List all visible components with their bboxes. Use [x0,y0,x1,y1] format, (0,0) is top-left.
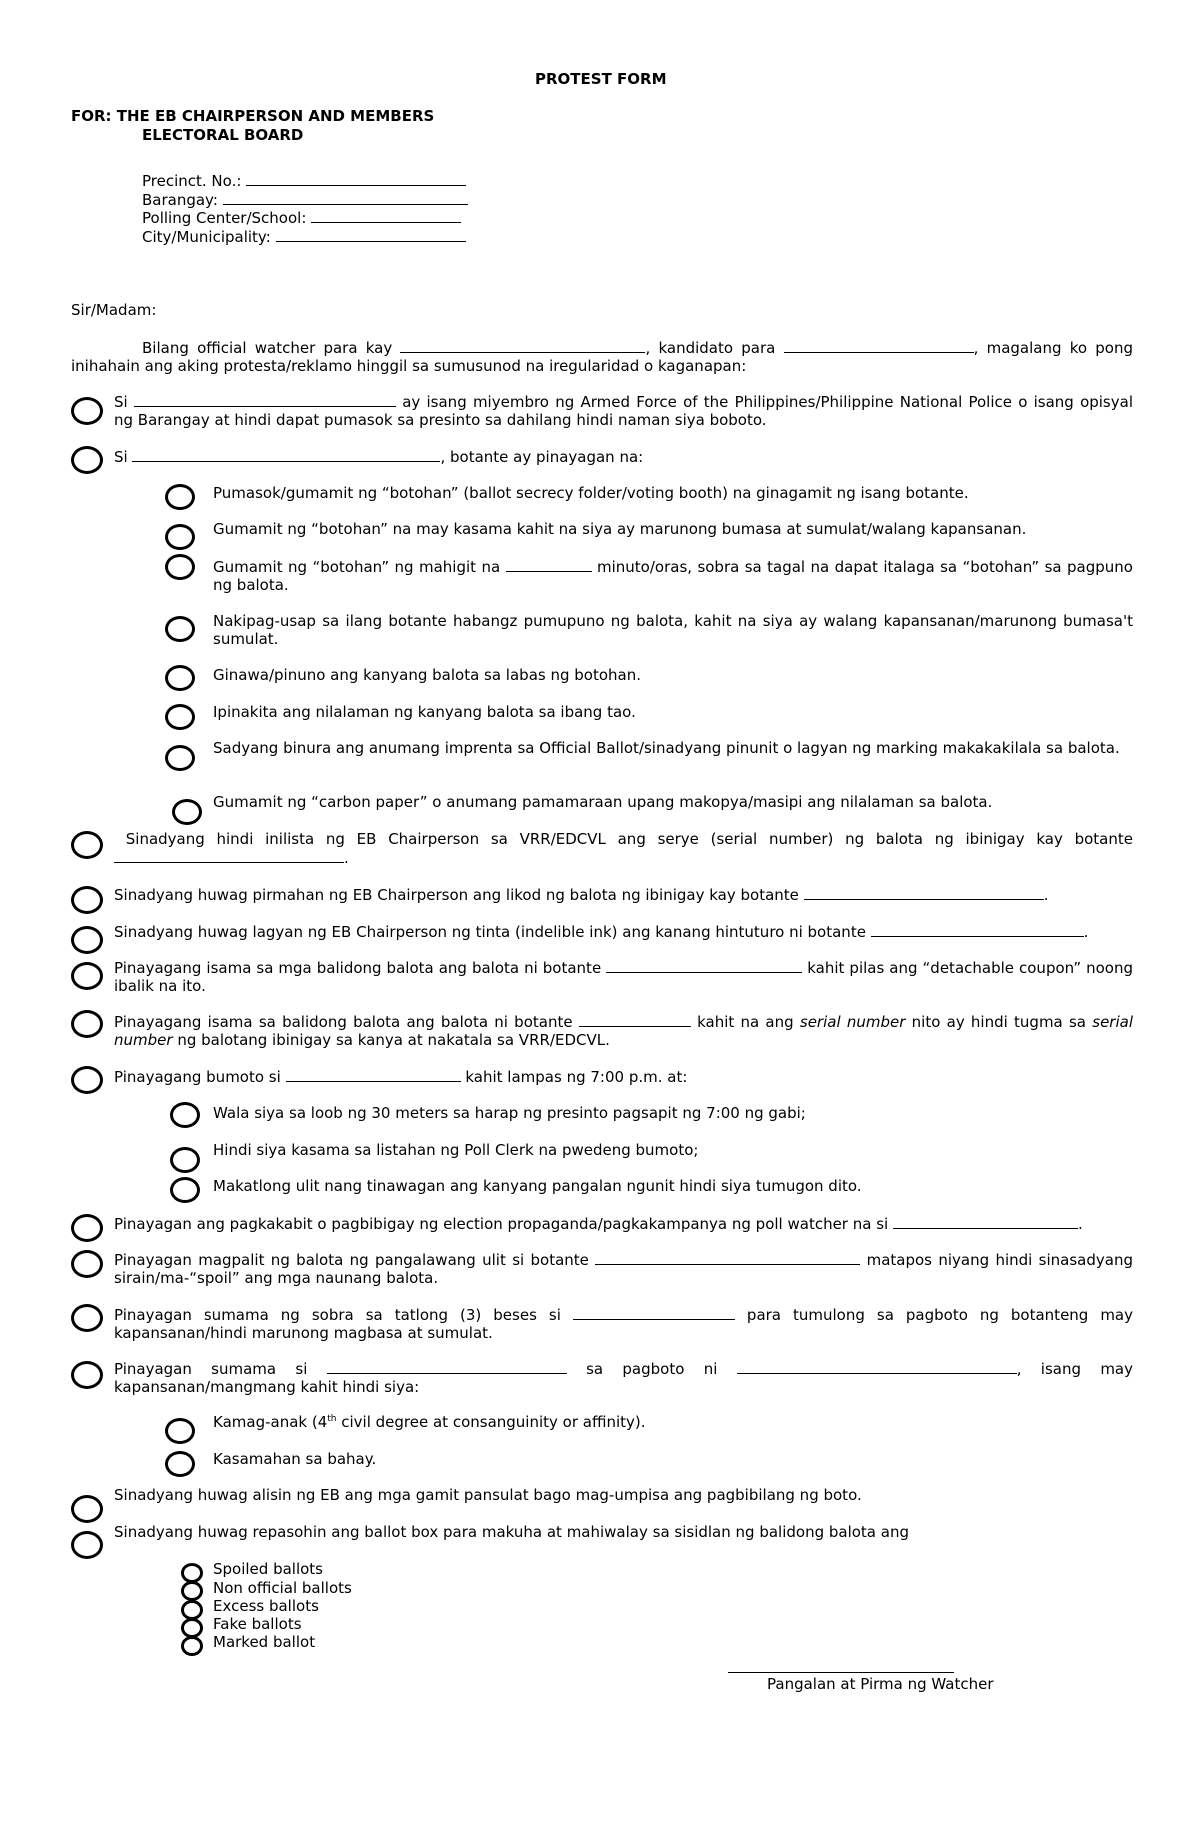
item-2-text: Si , botante ay pinayagan na: [114,448,644,466]
checkbox-circle[interactable] [71,1250,103,1278]
polling-center-field[interactable] [142,208,461,227]
item-6-text: Pinayagang isama sa mga balidong balota ang balota ni botante kahit pilas ang “detachable coupon” noong ibalik na ito. [114,959,1134,995]
item-10-text: Pinayagan magpalit ng balota ng pangalawang ulit si botante matapos niyang hindi sinasadyang sirain/ma-“spoil” ang mga naunang balota. [114,1251,1133,1287]
checkbox-circle[interactable] [181,1581,203,1601]
checkbox-circle[interactable] [165,1418,195,1444]
ballot-type-4: Fake ballots [213,1615,302,1633]
item-8-text: Pinayagang bumoto si kahit lampas ng 7:00 p.m. at: [114,1068,688,1086]
page-title: PROTEST FORM [535,70,667,88]
item-8-sub-1: Wala siya sa loob ng 30 meters sa harap ng presinto pagsapit ng 7:00 ng gabi; [213,1104,806,1122]
barangay-field[interactable] [142,190,468,209]
checkbox-circle[interactable] [181,1636,203,1656]
addressee-line-2: ELECTORAL BOARD [142,126,304,144]
checkbox-circle[interactable] [165,616,195,642]
checkbox-circle[interactable] [172,799,202,825]
checkbox-circle[interactable] [165,524,195,550]
item-2-sub-7: Sadyang binura ang anumang imprenta sa Official Ballot/sinadyang pinunit o lagyan ng marking makakakilala sa balota. [213,739,1120,757]
barangay-label: Barangay: [142,191,218,209]
item-3-text: Sinadyang hindi inilista ng EB Chairperson sa VRR/EDCVL ang serye (serial number) ng balota ng ibinigay kay botante . [114,830,1133,867]
checkbox-circle[interactable] [170,1102,200,1128]
item-8-sub-3: Makatlong ulit nang tinawagan ang kanyang pangalan ngunit hindi siya tumugon dito. [213,1177,862,1195]
checkbox-circle[interactable] [165,745,195,771]
item-2-sub-1: Pumasok/gumamit ng “botohan” (ballot secrecy folder/voting booth) na ginagamit ng isang botante. [213,484,969,502]
item-2-sub-2: Gumamit ng “botohan” na may kasama kahit na siya ay marunong bumasa at sumulat/walang kapansanan. [213,520,1027,538]
checkbox-circle[interactable] [71,1531,103,1559]
checkbox-circle[interactable] [165,1451,195,1477]
signature-line[interactable] [728,1672,954,1673]
candidate-name-blank[interactable] [400,338,645,353]
checkbox-circle[interactable] [165,704,195,730]
ballot-type-1: Spoiled ballots [213,1560,323,1578]
checkbox-circle[interactable] [71,1214,103,1242]
addressee-line-1: FOR: THE EB CHAIRPERSON AND MEMBERS [71,107,435,125]
checkbox-circle[interactable] [71,926,103,954]
item-12-sub-2: Kasamahan sa bahay. [213,1450,377,1468]
checkbox-circle[interactable] [71,962,103,990]
checkbox-circle[interactable] [71,446,103,474]
item-1-text: Si ay isang miyembro ng Armed Force of the Philippines/Philippine National Police o isang opisyal ng Barangay at hindi dapat pumasok sa presinto sa dahilang hindi naman siya boboto. [114,393,1133,429]
checkbox-circle[interactable] [181,1600,203,1620]
checkbox-circle[interactable] [71,1304,103,1332]
polling-center-label: Polling Center/School: [142,209,307,227]
checkbox-circle[interactable] [170,1177,200,1203]
item-5-text: Sinadyang huwag lagyan ng EB Chairperson ng tinta (indelible ink) ang kanang hintuturo ni botante . [114,923,1089,941]
checkbox-circle[interactable] [165,484,195,510]
item-12-text: Pinayagan sumama si sa pagboto ni , isang may kapansanan/mangmang kahit hindi siya: [114,1360,1133,1396]
precinct-label: Precinct. No.: [142,172,242,190]
checkbox-circle[interactable] [71,397,103,425]
precinct-field[interactable] [142,171,466,190]
item-8-sub-2: Hindi siya kasama sa listahan ng Poll Clerk na pwedeng bumoto; [213,1141,699,1159]
item-2-sub-8: Gumamit ng “carbon paper” o anumang pamamaraan upang makopya/masipi ang nilalaman sa balota. [213,793,993,811]
checkbox-circle[interactable] [181,1618,203,1638]
checkbox-circle[interactable] [71,1361,103,1389]
checkbox-circle[interactable] [71,831,103,859]
item-2-sub-4: Nakipag-usap sa ilang botante habangz pumupuno ng balota, kahit na siya ay walang kapansanan/marunong bumasa't sumulat. [213,612,1133,648]
checkbox-circle[interactable] [71,1066,103,1094]
city-field[interactable] [142,227,466,246]
ballot-type-3: Excess ballots [213,1597,319,1615]
item-11-text: Pinayagan sumama ng sobra sa tatlong (3) beses si para tumulong sa pagboto ng botanteng may kapansanan/hindi marunong magbasa at sumulat. [114,1306,1134,1342]
item-14-text: Sinadyang huwag repasohin ang ballot box para makuha at mahiwalay sa sisidlan ng balidong balota ang [114,1523,909,1541]
checkbox-circle[interactable] [71,1495,103,1523]
item-9-text: Pinayagan ang pagkakabit o pagbibigay ng election propaganda/pagkakampanya ng poll watcher na si . [114,1215,1083,1233]
item-2-sub-3: Gumamit ng “botohan” ng mahigit na minuto/oras, sobra sa tagal na dapat italaga sa “botohan” sa pagpuno ng balota. [213,558,1133,594]
checkbox-circle[interactable] [165,554,195,580]
ballot-type-2: Non official ballots [213,1579,352,1597]
item-7-text: Pinayagang isama sa balidong balota ang balota ni botante kahit na ang serial number nito ay hindi tugma sa serial number ng balotang ibinigay sa kanya at nakatala sa VRR/EDCVL. [114,1013,1133,1049]
checkbox-circle[interactable] [170,1147,200,1173]
checkbox-circle[interactable] [71,1010,103,1038]
intro-paragraph: Bilang official watcher para kay , kandidato para , magalang ko pong inihahain ang aking protesta/reklamo hinggil sa sumusunod na iregularidad o kaganapan: [71,339,1133,375]
checkbox-circle[interactable] [181,1563,203,1583]
checkbox-circle[interactable] [165,665,195,691]
ballot-type-5: Marked ballot [213,1633,316,1651]
signature-label: Pangalan at Pirma ng Watcher [767,1675,994,1693]
item-4-text: Sinadyang huwag pirmahan ng EB Chairperson ang likod ng balota ng ibinigay kay botante . [114,886,1049,904]
item-2-sub-6: Ipinakita ang nilalaman ng kanyang balota sa ibang tao. [213,703,636,721]
item-12-sub-1: Kamag-anak (4th civil degree at consanguinity or affinity). [213,1413,646,1431]
salutation: Sir/Madam: [71,301,157,319]
item-2-sub-5: Ginawa/pinuno ang kanyang balota sa labas ng botohan. [213,666,641,684]
city-label: City/Municipality: [142,228,271,246]
checkbox-circle[interactable] [71,886,103,914]
item-13-text: Sinadyang huwag alisin ng EB ang mga gamit pansulat bago mag-umpisa ang pagbibilang ng boto. [114,1486,862,1504]
position-blank[interactable] [784,338,974,353]
